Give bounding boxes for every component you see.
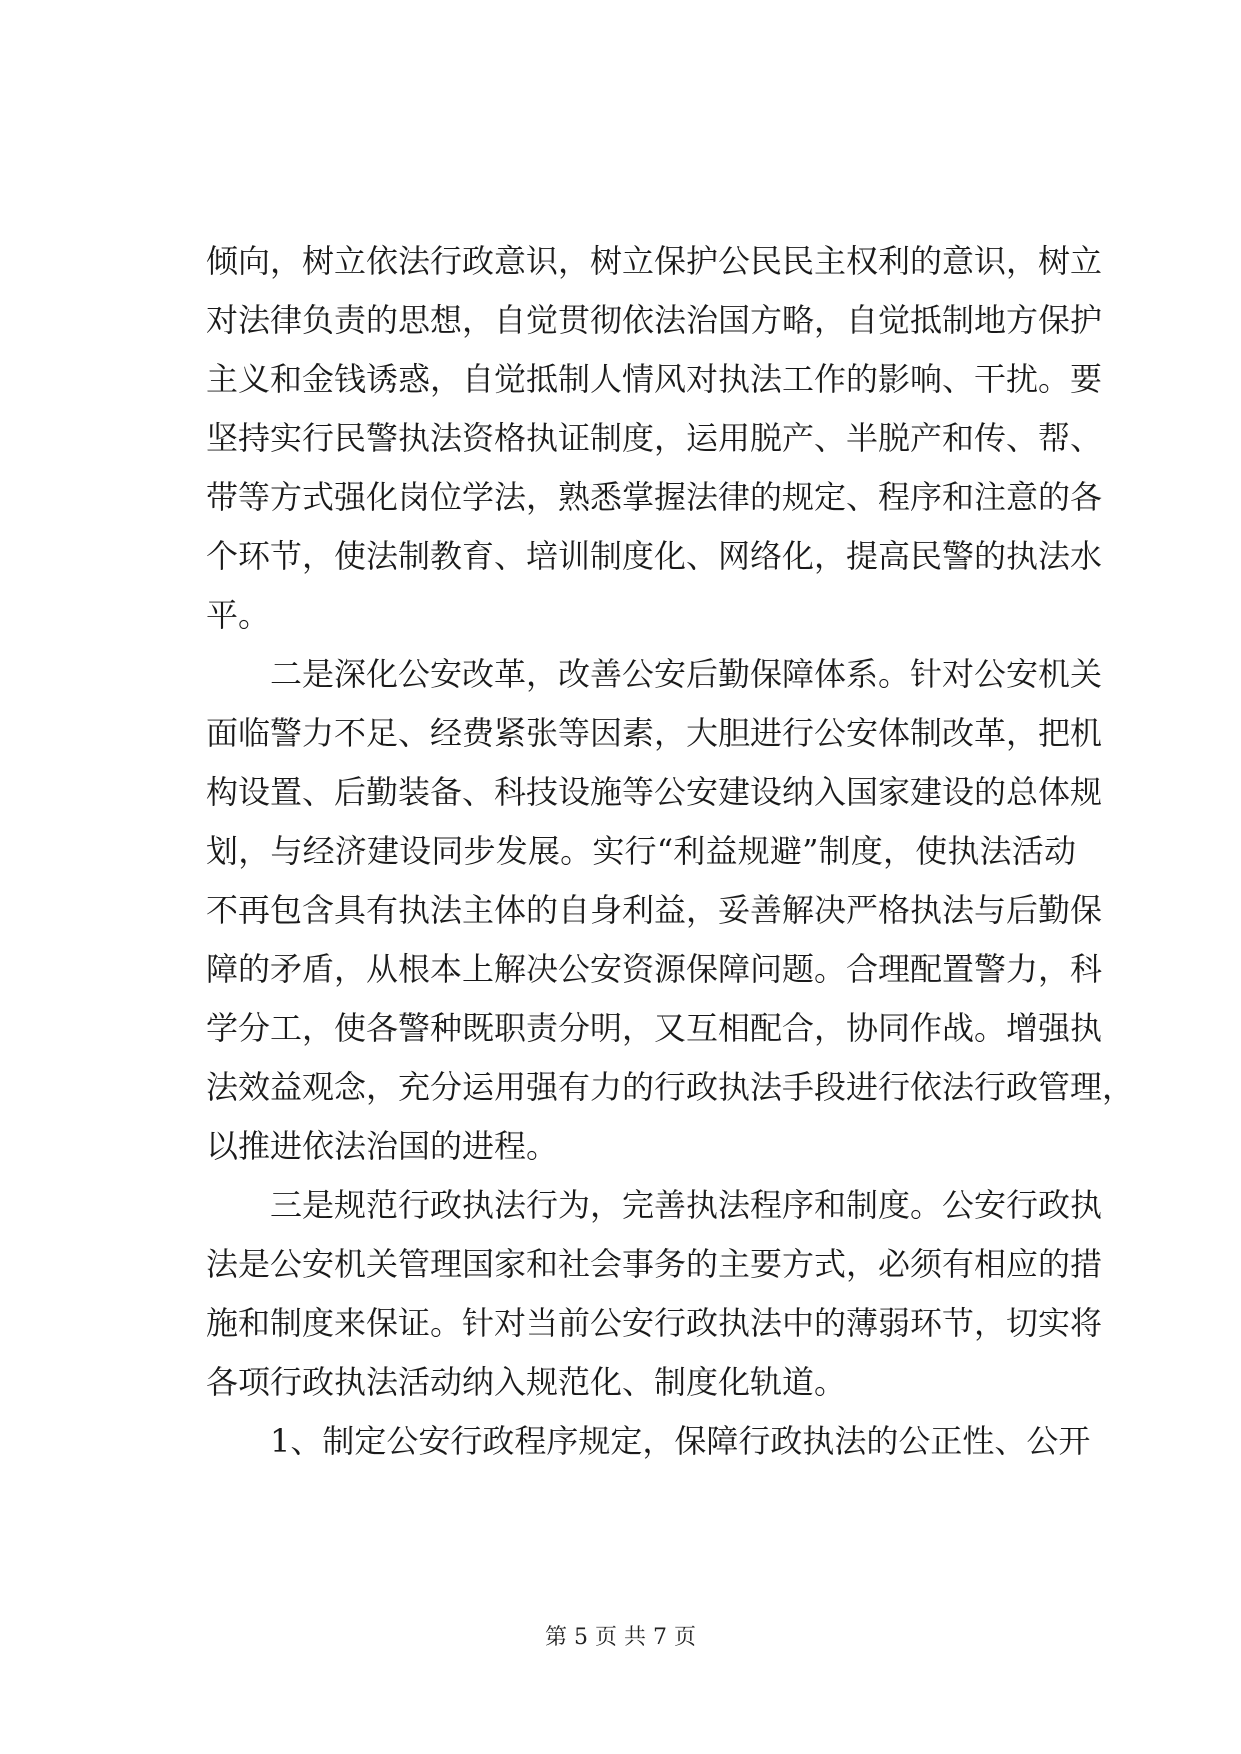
text-line: 法效益观念，充分运用强有力的行政执法手段进行依法行政管理， — [206, 1068, 1135, 1106]
paragraph-3 — [206, 1176, 1103, 1412]
text-line: 学分工，使各警种既职责分明，又互相配合，协同作战。增强执 — [206, 1009, 1103, 1047]
paragraph-4 — [206, 1412, 1091, 1471]
text-line: 法是公安机关管理国家和社会事务的主要方式，必须有相应的措 — [206, 1245, 1103, 1283]
text-line: 个环节，使法制教育、培训制度化、网络化，提高民警的执法水 — [206, 537, 1103, 575]
text-line: 带等方式强化岗位学法，熟悉掌握法律的规定、程序和注意的各 — [206, 478, 1103, 516]
text-line: 坚持实行民警执法资格执证制度，运用脱产、半脱产和传、帮、 — [206, 419, 1103, 457]
text-line: 1、制定公安行政程序规定，保障行政执法的公正性、公开 — [270, 1422, 1091, 1460]
text-line: 不再包含具有执法主体的自身利益，妥善解决严格执法与后勤保 — [206, 891, 1103, 929]
paragraph-2 — [206, 645, 1135, 1176]
text-line: 障的矛盾，从根本上解决公安资源保障问题。合理配置警力，科 — [206, 950, 1103, 988]
text-line: 倾向，树立依法行政意识，树立保护公民民主权利的意识，树立 — [206, 242, 1103, 280]
text-line: 以推进依法治国的进程。 — [206, 1127, 559, 1165]
text-line: 划，与经济建设同步发展。实行“利益规避”制度，使执法活动 — [206, 832, 1076, 870]
page-number-footer: 第 5 页 共 7 页 — [545, 1625, 696, 1650]
text-line: 对法律负责的思想，自觉贯彻依法治国方略，自觉抵制地方保护 — [206, 301, 1103, 339]
text-line: 主义和金钱诱惑，自觉抵制人情风对执法工作的影响、干扰。要 — [206, 360, 1103, 398]
paragraph-1 — [206, 232, 1103, 645]
text-line: 构设置、后勤装备、科技设施等公安建设纳入国家建设的总体规 — [206, 773, 1103, 811]
text-line: 平。 — [206, 596, 271, 634]
text-line: 施和制度来保证。针对当前公安行政执法中的薄弱环节，切实将 — [206, 1304, 1103, 1342]
text-line: 面临警力不足、经费紧张等因素，大胆进行公安体制改革，把机 — [206, 714, 1103, 752]
text-line: 各项行政执法活动纳入规范化、制度化轨道。 — [206, 1363, 847, 1401]
text-line: 二是深化公安改革，改善公安后勤保障体系。针对公安机关 — [270, 655, 1103, 693]
text-line: 三是规范行政执法行为，完善执法程序和制度。公安行政执 — [270, 1186, 1103, 1224]
body-text — [206, 232, 1135, 1471]
